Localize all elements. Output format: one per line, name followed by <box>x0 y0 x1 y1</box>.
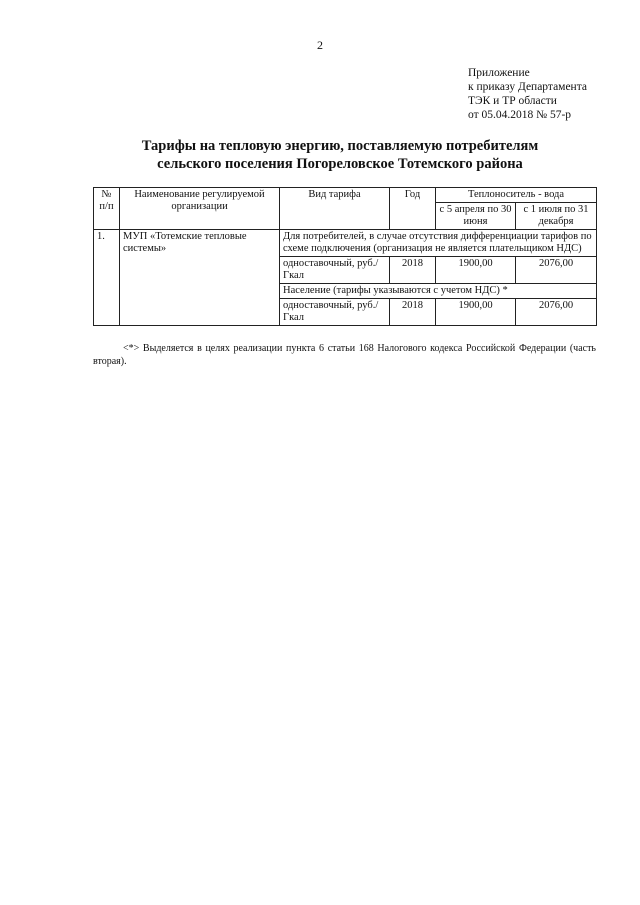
cell-year: 2018 <box>390 299 436 326</box>
document-title <box>0 137 640 173</box>
title-line: Тарифы на тепловую энергию, поставляемую потребителям <box>141 138 539 154</box>
appendix-line: Приложение <box>468 67 530 79</box>
cell-num: 1. <box>94 230 120 326</box>
header-tariff-type: Вид тарифа <box>280 188 390 230</box>
appendix-line: от 05.04.2018 № 57-р <box>468 109 572 121</box>
appendix-line: ТЭК и ТР области <box>468 95 557 107</box>
tariff-table <box>93 187 597 326</box>
table-header-row <box>94 188 597 203</box>
cell-group-label: Для потребителей, в случае отсутствия дифференциации тарифов по схеме подключения (организация не является плательщиком НДС) <box>280 230 597 257</box>
header-year: Год <box>390 188 436 230</box>
header-period-1: с 5 апреля по 30 июня <box>436 203 516 230</box>
header-heat-carrier: Теплоноситель - вода <box>436 188 597 203</box>
appendix-block <box>468 66 587 122</box>
page-number: 2 <box>317 38 323 52</box>
title-line: сельского поселения Погореловское Тотемского района <box>157 156 523 172</box>
cell-tariff-type: одноставочный, руб./Гкал <box>280 257 390 284</box>
cell-value: 1900,00 <box>436 257 516 284</box>
cell-value: 1900,00 <box>436 299 516 326</box>
table-row <box>94 230 597 257</box>
header-period-2: с 1 июля по 31 декабря <box>516 203 597 230</box>
header-organization: Наименование регулируемой организации <box>120 188 280 230</box>
cell-value: 2076,00 <box>516 257 597 284</box>
cell-group-label: Население (тарифы указываются с учетом НДС) * <box>280 284 597 299</box>
appendix-line: к приказу Департамента <box>468 81 587 93</box>
cell-organization: МУП «Тотемские тепловые системы» <box>120 230 280 326</box>
header-num: № п/п <box>94 188 120 230</box>
cell-year: 2018 <box>390 257 436 284</box>
cell-tariff-type: одноставочный, руб./Гкал <box>280 299 390 326</box>
cell-value: 2076,00 <box>516 299 597 326</box>
footnote: <*> Выделяется в целях реализации пункта 6 статьи 168 Налогового кодекса Российской Федерации (часть вторая). <box>93 343 596 367</box>
